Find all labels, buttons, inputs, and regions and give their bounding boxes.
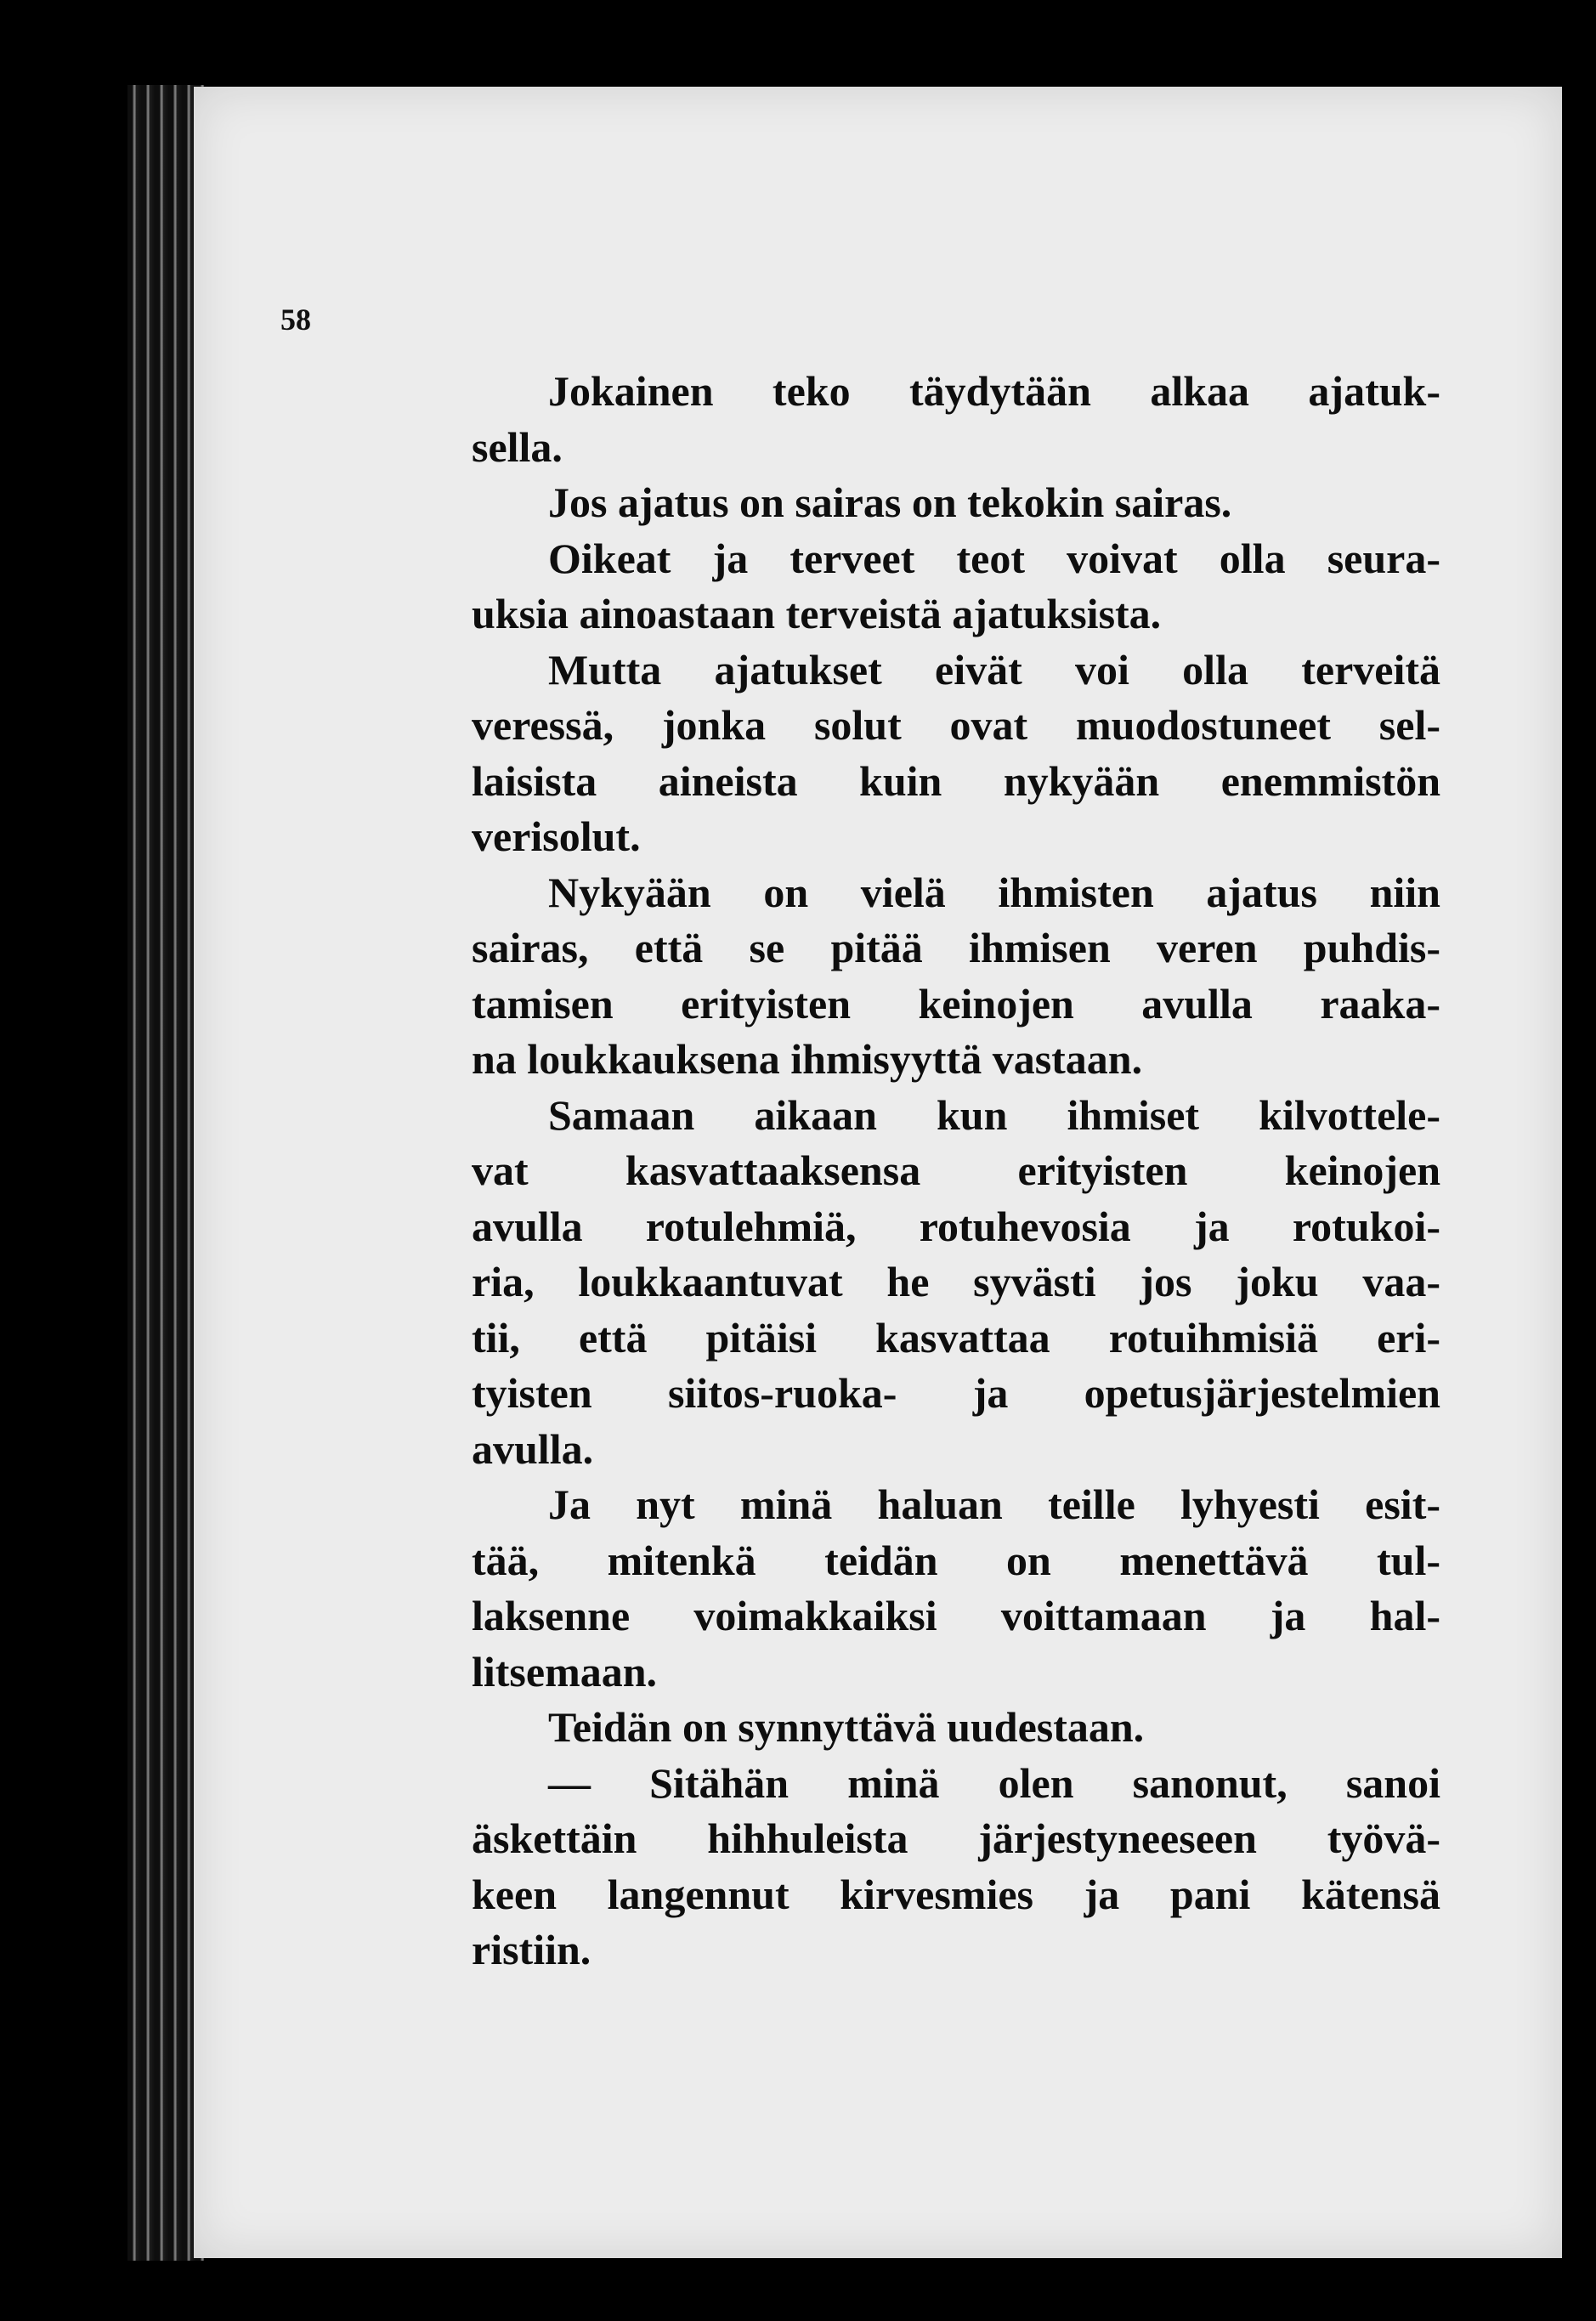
text-line: Oikeat ja terveet teot voivat olla seura- xyxy=(548,534,1440,582)
paragraph xyxy=(472,643,1440,865)
text-line: tamisen erityisten keinojen avulla raaka- xyxy=(472,979,1440,1027)
text-line: vat kasvattaaksensa erityisten keinojen xyxy=(472,1146,1440,1194)
text-line: avulla rotulehmiä, rotuhevosia ja rotukoi- xyxy=(472,1202,1440,1250)
text-line: litsemaan. xyxy=(472,1647,658,1695)
text-line: Nykyään on vielä ihmisten ajatus niin xyxy=(548,868,1440,916)
text-line: avulla. xyxy=(472,1424,594,1473)
text-line: keen langennut kirvesmies ja pani kätensä xyxy=(472,1870,1440,1918)
paragraph xyxy=(472,865,1440,1088)
text-line: na loukkauksena ihmisyyttä vastaan. xyxy=(472,1035,1143,1083)
page-text xyxy=(472,364,1440,1979)
text-line: veressä, jonka solut ovat muodostuneet sel- xyxy=(472,701,1440,749)
text-line: uksia ainoastaan terveistä ajatuksista. xyxy=(472,590,1162,637)
text-line: tyisten siitos-ruoka- ja opetusjärjestelmien xyxy=(472,1369,1440,1417)
text-line: laisista aineista kuin nykyään enemmistön xyxy=(472,756,1440,805)
text-line: sairas, että se pitää ihmisen veren puhdis- xyxy=(472,924,1440,971)
text-line: tää, mitenkä teidän on menettävä tul- xyxy=(472,1536,1440,1584)
text-line: Jos ajatus on sairas on tekokin sairas. xyxy=(548,478,1232,526)
text-line: ristiin. xyxy=(472,1926,591,1973)
text-line: verisolut. xyxy=(472,812,641,860)
paragraph xyxy=(472,364,1440,475)
paragraph xyxy=(472,1477,1440,1700)
paragraph xyxy=(472,531,1440,643)
paragraph xyxy=(472,1700,1440,1756)
text-line: tii, että pitäisi kasvattaa rotuihmisiä eri- xyxy=(472,1313,1440,1361)
text-line: — Sitähän minä olen sanonut, sanoi xyxy=(548,1758,1440,1807)
text-line: Teidän on synnyttävä uudestaan. xyxy=(548,1703,1145,1751)
text-line: ria, loukkaantuvat he syvästi jos joku vaa- xyxy=(472,1258,1440,1305)
text-line: Ja nyt minä haluan teille lyhyesti esit- xyxy=(548,1480,1440,1528)
text-line: laksenne voimakkaiksi voittamaan ja hal- xyxy=(472,1592,1440,1639)
book-edge-stripes xyxy=(127,85,204,2261)
paragraph xyxy=(472,475,1440,531)
text-line: äskettäin hihhuleista järjestyneeseen työvä- xyxy=(472,1814,1440,1862)
paragraph xyxy=(472,1756,1440,1979)
paragraph xyxy=(472,1088,1440,1478)
text-line: Mutta ajatukset eivät voi olla terveitä xyxy=(548,645,1440,693)
page-number: 58 xyxy=(280,303,311,337)
text-line: sella. xyxy=(472,422,563,471)
text-line: Jokainen teko täydytään alkaa ajatuk- xyxy=(548,367,1440,415)
text-line: Samaan aikaan kun ihmiset kilvottele- xyxy=(548,1090,1440,1139)
